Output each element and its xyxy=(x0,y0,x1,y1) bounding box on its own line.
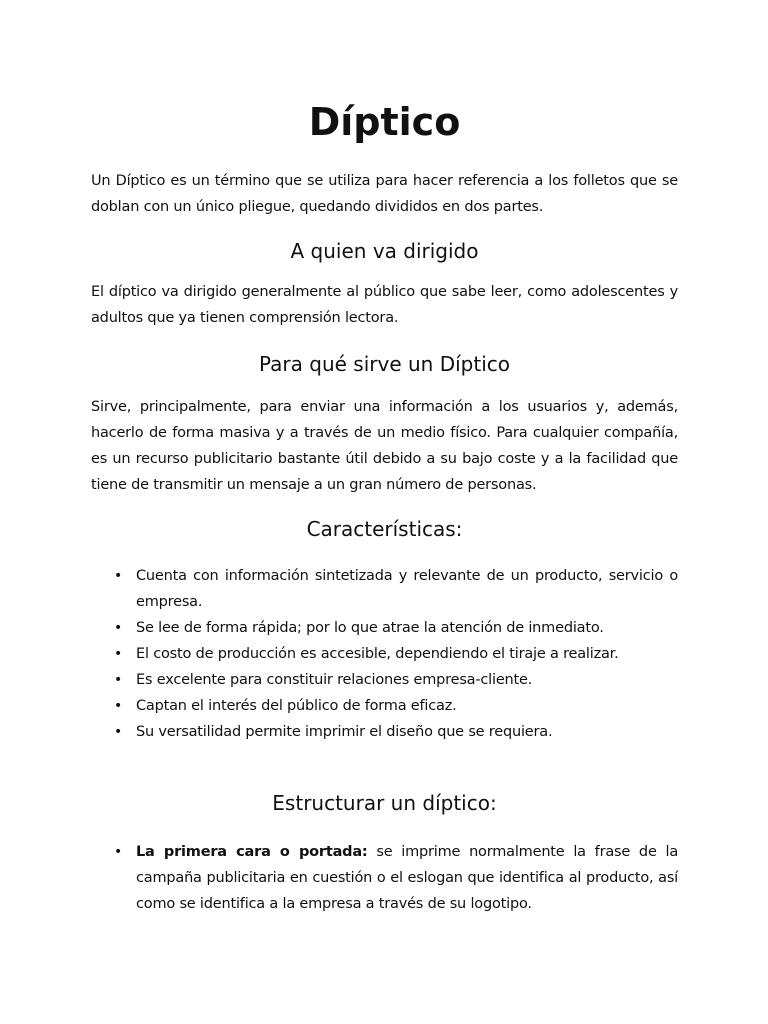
list-item-text: se imprime normalmente la frase de la campaña publicitaria en cuestión o el eslogan que identifica al producto, así como se identifica a la empresa a través de su logotipo. xyxy=(136,844,678,912)
document-title: Díptico xyxy=(308,100,461,144)
caracteristicas-list xyxy=(91,563,678,745)
paragraph-dirigido: El díptico va dirigido generalmente al público que sabe leer, como adolescentes y adultos que ya tienen comprensión lectora. xyxy=(91,284,678,326)
list-item-text: Su versatilidad permite imprimir el diseño que se requiera. xyxy=(136,724,553,740)
heading-estructurar: Estructurar un díptico: xyxy=(272,791,497,815)
document-content xyxy=(91,96,678,917)
list-item xyxy=(91,641,678,667)
heading-dirigido: A quien va dirigido xyxy=(290,239,479,263)
heading-sirve: Para qué sirve un Díptico xyxy=(259,352,510,376)
list-item xyxy=(91,693,678,719)
list-item xyxy=(91,839,678,917)
bullet-icon: • xyxy=(114,672,123,688)
list-item xyxy=(91,563,678,615)
list-item xyxy=(91,615,678,641)
list-item-text: Es excelente para constituir relaciones empresa-cliente. xyxy=(136,672,533,688)
bullet-icon: • xyxy=(114,646,123,662)
bullet-icon: • xyxy=(114,844,123,860)
list-item-text: Se lee de forma rápida; por lo que atrae la atención de inmediato. xyxy=(136,620,604,636)
bullet-icon: • xyxy=(114,724,123,740)
heading-caracteristicas: Características: xyxy=(306,517,463,541)
paragraph-sirve: Sirve, principalmente, para enviar una información a los usuarios y, además, hacerlo de forma masiva y a través de un medio físico. Para cualquier compañía, es un recurso publicitario bastante útil debido a su bajo coste y a la facilidad que tiene de transmitir un mensaje a un gran número de personas. xyxy=(91,399,678,493)
bullet-icon: • xyxy=(114,568,123,584)
bullet-icon: • xyxy=(114,620,123,636)
list-item xyxy=(91,719,678,745)
list-item-text: Cuenta con información sintetizada y relevante de un producto, servicio o empresa. xyxy=(136,568,678,610)
list-item-lead: La primera cara o portada: xyxy=(136,844,368,860)
list-item xyxy=(91,667,678,693)
estructurar-list xyxy=(91,839,678,917)
list-item-text: Captan el interés del público de forma eficaz. xyxy=(136,698,457,714)
intro-paragraph: Un Díptico es un término que se utiliza para hacer referencia a los folletos que se doblan con un único pliegue, quedando divididos en dos partes. xyxy=(91,173,678,215)
list-item-text: El costo de producción es accesible, dependiendo el tiraje a realizar. xyxy=(136,646,619,662)
bullet-icon: • xyxy=(114,698,123,714)
